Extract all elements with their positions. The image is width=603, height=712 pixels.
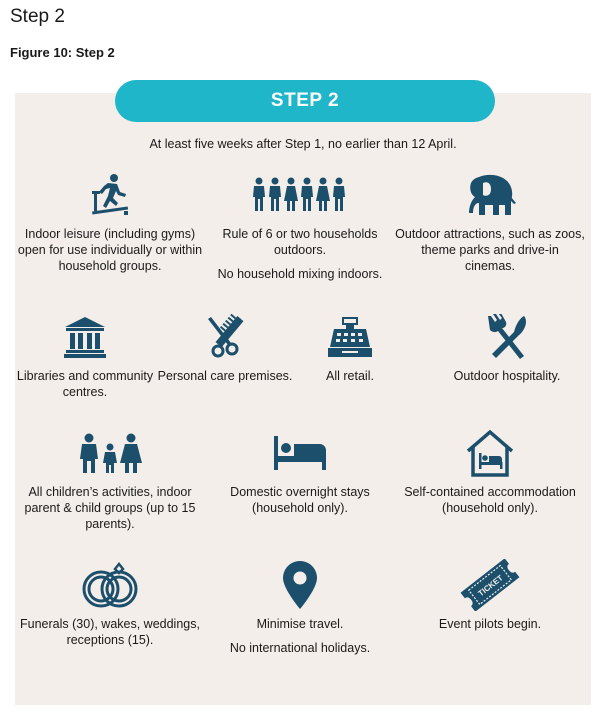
item-text: Indoor leisure (including gyms) open for use individually or within household groups. [17, 227, 203, 273]
ticket-label: TICKET [476, 573, 505, 599]
location-pin-icon [283, 561, 317, 609]
wedding-rings-icon [77, 561, 143, 609]
item-text: Outdoor attractions, such as zoos, theme parks and drive-in cinemas. [395, 227, 585, 273]
elephant-icon [463, 173, 517, 217]
item-outdoor-hospitality [432, 312, 582, 384]
item-self-contained-accommodation [395, 428, 585, 516]
family-icon [77, 433, 143, 473]
item-funerals-weddings [15, 560, 205, 648]
item-text: Domestic overnight stays (household only). [230, 485, 370, 515]
item-indoor-leisure [15, 170, 205, 274]
item-text: Minimise travel. [256, 617, 344, 631]
item-event-pilots [395, 560, 585, 632]
item-text: Outdoor hospitality. [453, 369, 561, 383]
ticket-icon [460, 559, 520, 611]
item-text: Event pilots begin. [438, 617, 542, 631]
bed-icon [274, 436, 326, 470]
step-banner: STEP 2 [115, 80, 495, 122]
treadmill-runner-icon [86, 173, 134, 217]
step-subtitle: At least five weeks after Step 1, no earlier than 12 April. [149, 137, 457, 151]
item-rule-of-six [205, 170, 395, 282]
item-text: All children’s activities, indoor parent & child groups (up to 15 parents). [24, 485, 196, 531]
fork-knife-icon [484, 314, 530, 360]
comb-scissors-icon [201, 313, 249, 361]
item-text: Personal care premises. [157, 369, 293, 383]
library-building-icon [63, 315, 107, 359]
item-text: No household mixing indoors. [217, 267, 383, 281]
item-text: Funerals (30), wakes, weddings, receptions (15). [20, 617, 200, 647]
figure-caption: Figure 10: Step 2 [10, 45, 115, 60]
item-outdoor-attractions [395, 170, 585, 274]
cash-register-icon [328, 317, 372, 357]
item-minimise-travel [205, 560, 395, 656]
item-text: Self-contained accommodation (household only). [404, 485, 576, 515]
item-libraries [5, 312, 165, 400]
item-overnight-stays [205, 428, 395, 516]
item-text: No international holidays. [229, 641, 371, 655]
page-heading: Step 2 [10, 6, 65, 27]
item-personal-care [150, 312, 300, 384]
item-text: Rule of 6 or two households outdoors. [222, 227, 378, 257]
item-childrens-activities [15, 428, 205, 532]
item-text: All retail. [326, 369, 374, 383]
item-retail [280, 312, 420, 384]
house-bed-icon [465, 429, 515, 477]
item-text: Libraries and community centres. [16, 369, 154, 399]
six-people-icon [252, 177, 348, 213]
